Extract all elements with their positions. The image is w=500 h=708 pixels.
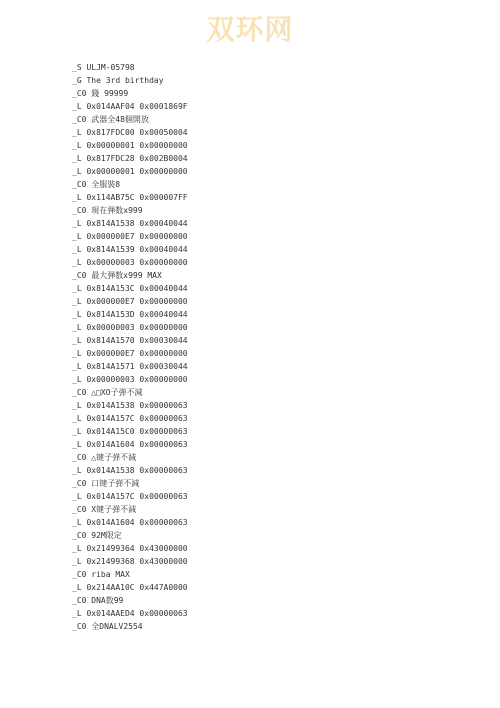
code-line: _L 0x000000E7 0x00000000 xyxy=(72,297,188,306)
cheat-code-document xyxy=(72,61,472,633)
code-line: _L 0x014AAF04 0x0001869F xyxy=(72,102,188,111)
code-line: _C0 口键子弹不減 xyxy=(72,479,140,488)
code-line: _C0 最大弾数x999 MAX xyxy=(72,271,162,280)
code-line: _G The 3rd birthday xyxy=(72,76,164,85)
code-line: _C0 DNA数99 xyxy=(72,596,124,605)
code-line: _L 0x114AB75C 0x000007FF xyxy=(72,193,188,202)
code-line: _L 0x00000003 0x00000000 xyxy=(72,323,188,332)
code-line: _L 0x00000001 0x00000000 xyxy=(72,141,188,150)
code-line: _L 0x014A157C 0x00000063 xyxy=(72,492,188,501)
code-line: _L 0x814A1570 0x00030044 xyxy=(72,336,188,345)
code-line: _C0 △键子弹不減 xyxy=(72,453,137,462)
code-line: _L 0x014AAED4 0x00000063 xyxy=(72,609,188,618)
code-line: _L 0x014A15C0 0x00000063 xyxy=(72,427,188,436)
code-line: _L 0x814A1538 0x00040044 xyxy=(72,219,188,228)
code-line: _L 0x000000E7 0x00000000 xyxy=(72,349,188,358)
code-line: _L 0x814A153D 0x00040044 xyxy=(72,310,188,319)
code-line: _L 0x814A153C 0x00040044 xyxy=(72,284,188,293)
code-line: _C0 武器全48個開放 xyxy=(72,115,149,124)
code-line: _C0 X键子弹不減 xyxy=(72,505,137,514)
code-line: _L 0x000000E7 0x00000000 xyxy=(72,232,188,241)
code-line: _L 0x21499368 0x43000000 xyxy=(72,557,188,566)
code-line: _L 0x214AA10C 0x447A0000 xyxy=(72,583,188,592)
code-line: _C0 △□XO子弹不減 xyxy=(72,388,143,397)
code-line: _L 0x00000001 0x00000000 xyxy=(72,167,188,176)
code-line: _C0 92M限定 xyxy=(72,531,122,540)
code-line: _L 0x814A1571 0x00030044 xyxy=(72,362,188,371)
code-line: _L 0x014A1538 0x00000063 xyxy=(72,466,188,475)
code-line: _L 0x21499364 0x43000000 xyxy=(72,544,188,553)
site-watermark: 双环网 xyxy=(206,13,294,46)
code-line: _C0 全DNALV2554 xyxy=(72,622,143,631)
code-line: _L 0x817FDC28 0x002B0004 xyxy=(72,154,188,163)
code-line: _C0 全服裝8 xyxy=(72,180,121,189)
code-line: _L 0x817FDC00 0x00050004 xyxy=(72,128,188,137)
code-line: _L 0x00000003 0x00000000 xyxy=(72,375,188,384)
code-line: _C0 現在弾数x999 xyxy=(72,206,143,215)
code-line: _C0 錢 99999 xyxy=(72,89,129,98)
code-line: _L 0x014A1604 0x00000063 xyxy=(72,518,188,527)
code-line: _S ULJM-05798 xyxy=(72,63,135,72)
code-line: _C0 riba MAX xyxy=(72,570,130,579)
code-line: _L 0x014A1538 0x00000063 xyxy=(72,401,188,410)
code-line: _L 0x00000003 0x00000000 xyxy=(72,258,188,267)
code-line: _L 0x014A157C 0x00000063 xyxy=(72,414,188,423)
code-line: _L 0x814A1539 0x00040044 xyxy=(72,245,188,254)
code-line: _L 0x014A1604 0x00000063 xyxy=(72,440,188,449)
